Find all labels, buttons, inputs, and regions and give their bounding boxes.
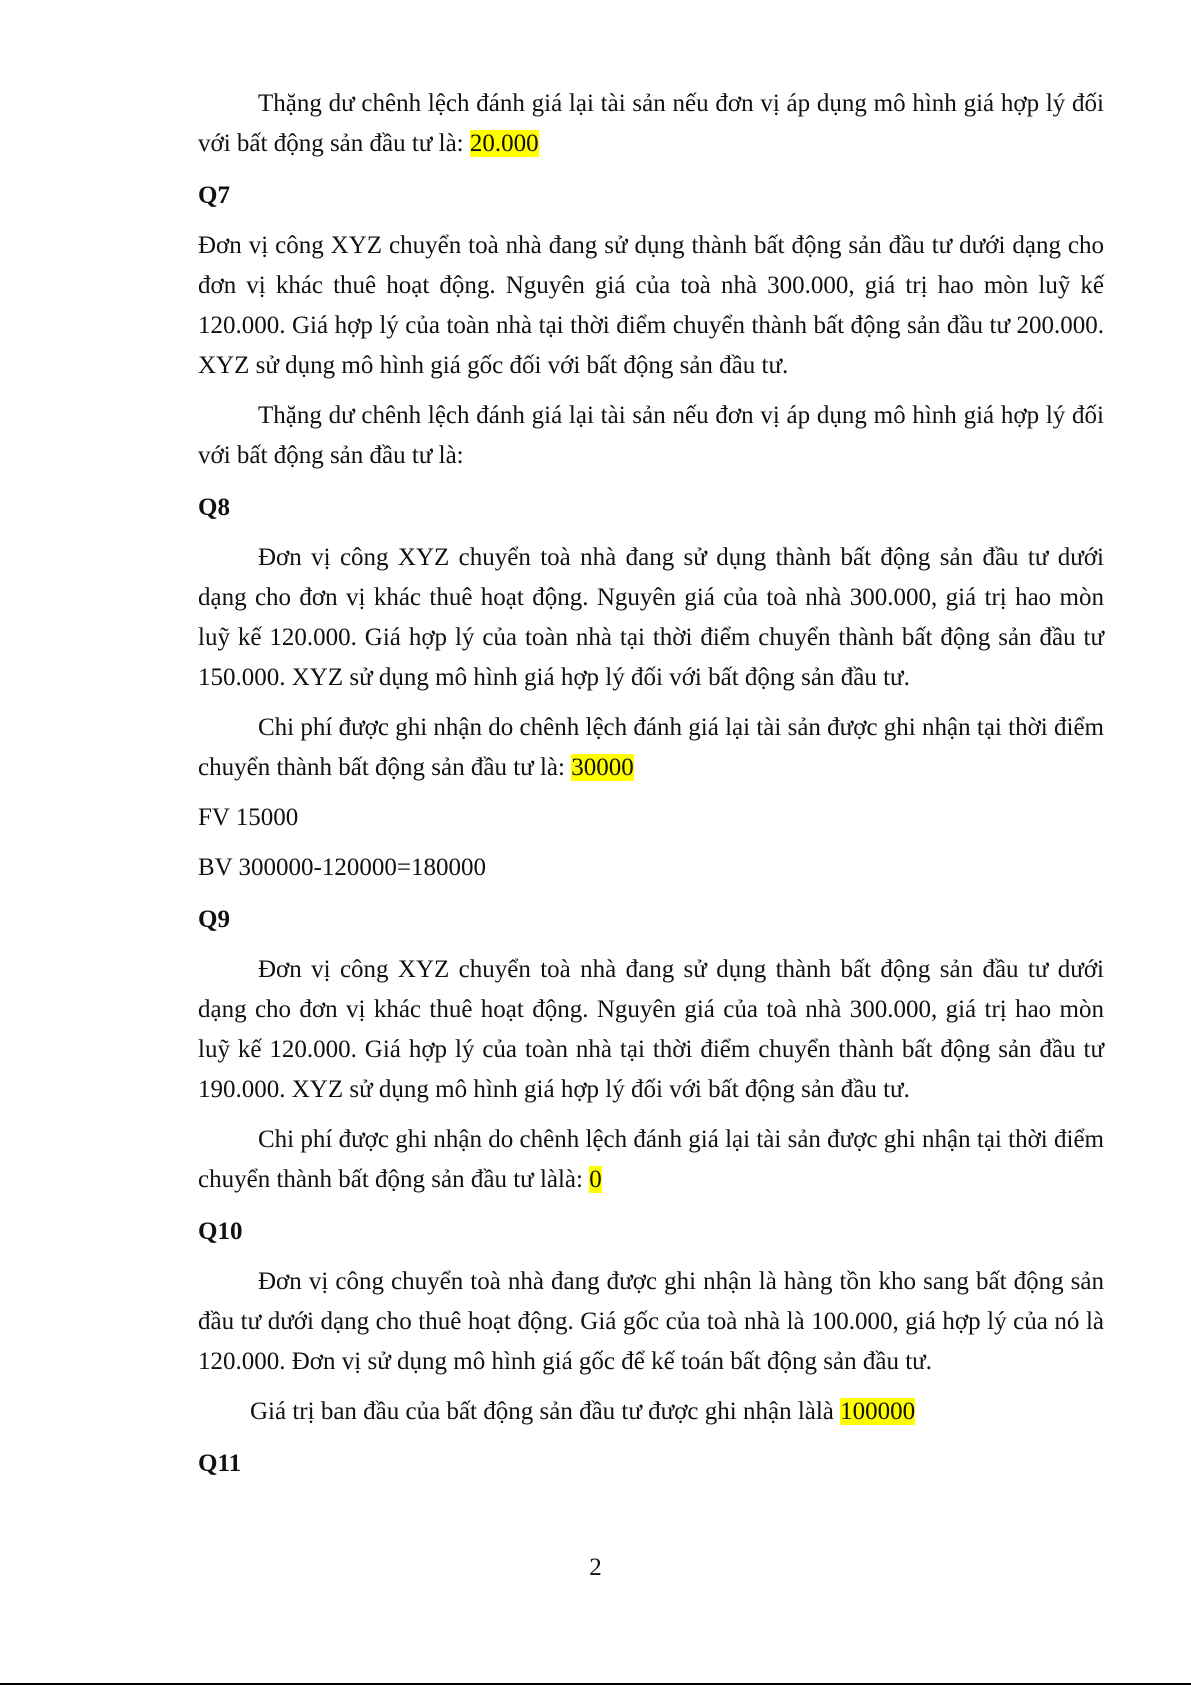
q8-question-text: Chi phí được ghi nhận do chênh lệch đánh giá lại tài sản được ghi nhận tại thời điểm chuyển thành bất động sản đầu tư là: bbox=[198, 714, 1104, 781]
q6-question-text: Thặng dư chênh lệch đánh giá lại tài sản nếu đơn vị áp dụng mô hình giá hợp lý đối với bất động sản đầu tư là: bbox=[198, 90, 1104, 157]
q9-question bbox=[198, 1120, 1104, 1200]
q11-heading: Q11 bbox=[198, 1450, 242, 1477]
q9-question-text: Chi phí được ghi nhận do chênh lệch đánh giá lại tài sản được ghi nhận tại thời điểm chuyển thành bất động sản đầu tư làlà: bbox=[198, 1126, 1104, 1193]
page-content bbox=[198, 84, 1104, 1494]
q10-heading: Q10 bbox=[198, 1218, 243, 1245]
q8-body: Đơn vị công XYZ chuyển toà nhà đang sử dụng thành bất động sản đầu tư dưới dạng cho đơn vị khác thuê hoạt động. Nguyên giá của toà nhà 300.000, giá trị hao mòn luỹ kế 120.000. Giá hợp lý của toàn nhà tại thời điểm chuyển thành bất động sản đầu tư 150.000. XYZ sử dụng mô hình giá hợp lý đối với bất động sản đầu tư. bbox=[198, 544, 1104, 691]
q9-heading: Q9 bbox=[198, 906, 230, 933]
q10-question bbox=[198, 1392, 1104, 1432]
q8-question bbox=[198, 708, 1104, 788]
q8-heading: Q8 bbox=[198, 494, 230, 521]
q10-body: Đơn vị công chuyển toà nhà đang được ghi nhận là hàng tồn kho sang bất động sản đầu tư dưới dạng cho thuê hoạt động. Giá gốc của toà nhà là 100.000, giá hợp lý của nó là 120.000. Đơn vị sử dụng mô hình giá gốc để kế toán bất động sản đầu tư. bbox=[198, 1268, 1104, 1375]
q7-body: Đơn vị công XYZ chuyển toà nhà đang sử dụng thành bất động sản đầu tư dưới dạng cho đơn vị khác thuê hoạt động. Nguyên giá của toà nhà 300.000, giá trị hao mòn luỹ kế 120.000. Giá hợp lý của toàn nhà tại thời điểm chuyển thành bất động sản đầu tư 200.000. XYZ sử dụng mô hình giá gốc đối với bất động sản đầu tư. bbox=[198, 232, 1104, 379]
q7-heading: Q7 bbox=[198, 182, 230, 209]
q10-highlighted-answer: 100000 bbox=[840, 1398, 916, 1425]
q6-question-tail bbox=[198, 84, 1104, 164]
page-number: 2 bbox=[589, 1554, 602, 1581]
q7-question: Thặng dư chênh lệch đánh giá lại tài sản nếu đơn vị áp dụng mô hình giá hợp lý đối với bất động sản đầu tư là: bbox=[198, 402, 1104, 469]
q9-body: Đơn vị công XYZ chuyển toà nhà đang sử dụng thành bất động sản đầu tư dưới dạng cho đơn vị khác thuê hoạt động. Nguyên giá của toà nhà 300.000, giá trị hao mòn luỹ kế 120.000. Giá hợp lý của toàn nhà tại thời điểm chuyển thành bất động sản đầu tư 190.000. XYZ sử dụng mô hình giá hợp lý đối với bất động sản đầu tư. bbox=[198, 956, 1104, 1103]
q8-highlighted-answer: 30000 bbox=[571, 754, 634, 781]
q6-highlighted-answer: 20.000 bbox=[469, 130, 539, 157]
q8-note-bv: BV 300000-120000=180000 bbox=[198, 854, 486, 881]
q10-question-text: Giá trị ban đầu của bất động sản đầu tư được ghi nhận làlà bbox=[250, 1398, 841, 1425]
q8-note-fv: FV 15000 bbox=[198, 804, 299, 831]
q9-highlighted-answer: 0 bbox=[589, 1166, 602, 1193]
